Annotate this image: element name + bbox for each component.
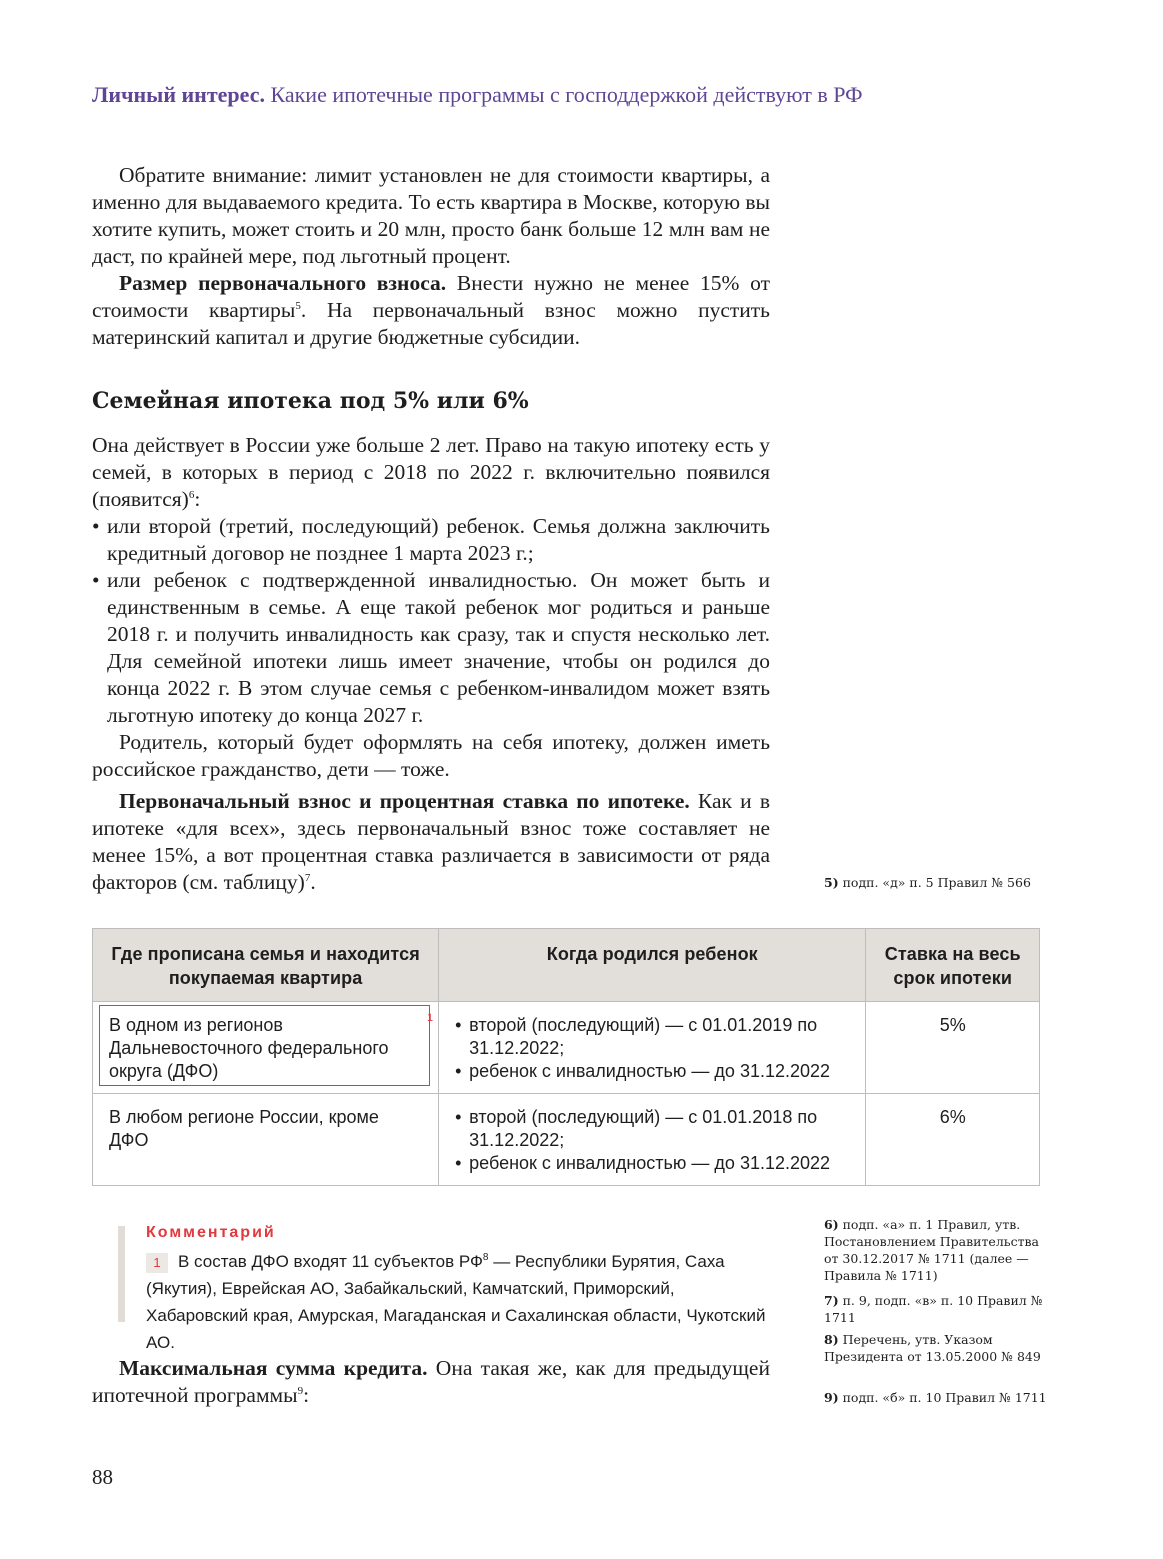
footnote-number: 8)	[824, 1332, 839, 1347]
rate-cell: 6%	[866, 1094, 1040, 1186]
footnote-ref-8[interactable]: 8	[482, 1252, 489, 1263]
list-item	[455, 1014, 849, 1060]
footnote-number: 5)	[824, 875, 839, 890]
table-row	[93, 1094, 1040, 1186]
bullet-icon: •	[455, 1153, 462, 1173]
footnote-5	[824, 874, 1049, 891]
rate-tail: .	[310, 870, 316, 894]
family-mortgage-lead	[92, 432, 770, 513]
rate-heading: Первоначальный взнос и процентная ставка по ипотеке.	[119, 789, 690, 813]
footnote-number: 7)	[824, 1293, 839, 1308]
max-loan-paragraph	[92, 1355, 770, 1409]
condition-text: второй (последующий) — с 01.01.2019 по 31.12.2022;	[469, 1015, 818, 1058]
condition-text: второй (последующий) — с 01.01.2018 по 31.12.2022;	[469, 1107, 818, 1150]
intro-block	[92, 162, 770, 351]
eligibility-list	[92, 513, 770, 729]
footnote-6	[824, 1216, 1049, 1284]
bullet-icon: •	[455, 1061, 462, 1081]
bullet-icon: •	[455, 1015, 462, 1035]
family-mortgage-block	[92, 432, 770, 783]
list-item	[92, 513, 770, 567]
conditions-list	[455, 1106, 849, 1175]
comment-bar	[118, 1226, 125, 1322]
footnote-text: подп. «б» п. 10 Правил № 1711	[838, 1390, 1047, 1405]
list-item	[92, 567, 770, 729]
list-item-text: или ребенок с подтвержденной инвалидностью. Он может быть и единственным в семье. А еще такой ребенок мог родиться и раньше 2018 г. и получить инвалидность как сразу, так и спустя несколько лет. Для семейной ипотеки лишь имеет значение, чтобы он родился до конца 2022 г. В этом случае семья с ребенком-инвалидом может взять льготную ипотеку до конца 2027 г.	[107, 568, 770, 727]
comment-text-tail: — Республики Бурятия, Саха (Якутия), Еврейская АО, Забайкальский, Камчатский, Приморский, Хабаровский края, Амурская, Магаданская и Сахалинская области, Чукотский АО.	[146, 1252, 766, 1352]
comment-title: Комментарий	[146, 1224, 276, 1241]
rate-table-wrapper	[92, 928, 1040, 1186]
region-text: В одном из регионов Дальневосточного федерального округа (ДФО)	[109, 1015, 389, 1081]
footnote-text: подп. «а» п. 1 Правил, утв. Постановлением Правительства от 30.12.2017 № 1711 (далее — Правила № 1711)	[824, 1217, 1039, 1283]
condition-text: ребенок с инвалидностью — до 31.12.2022	[469, 1153, 831, 1173]
footnote-text: подп. «д» п. 5 Правил № 566	[838, 875, 1031, 890]
footnote-ref-9[interactable]: 9	[297, 1385, 304, 1397]
down-payment-heading: Размер первоначального взноса.	[119, 271, 447, 295]
list-item	[455, 1106, 849, 1152]
header-region: Где прописана семья и находится покупаемая квартира	[93, 929, 439, 1002]
down-payment-text: Внести нужно не менее 15% от стоимости квартиры	[92, 271, 770, 322]
footnote-ref-7[interactable]: 7	[304, 872, 311, 884]
down-payment-tail: . На первоначальный взнос можно пустить материнский капитал и другие бюджетные субсидии.	[92, 298, 770, 349]
footnote-text: п. 9, подп. «в» п. 10 Правил № 1711	[824, 1293, 1043, 1325]
footnote-ref-5[interactable]: 5	[295, 300, 301, 312]
conditions-cell	[439, 1094, 866, 1186]
running-head-bold: Личный интерес.	[92, 82, 265, 107]
lead-tail: :	[194, 487, 201, 511]
bullet-icon: •	[92, 514, 100, 538]
comment-number-badge[interactable]: 1	[146, 1253, 168, 1273]
condition-text: ребенок с инвалидностью — до 31.12.2022	[469, 1061, 831, 1081]
annotation-marker[interactable]: 1	[427, 1012, 434, 1024]
max-loan-block	[92, 1355, 770, 1409]
citizenship-paragraph: Родитель, который будет оформлять на себя ипотеку, должен иметь российское гражданство, дети — тоже.	[92, 730, 770, 781]
bullet-icon: •	[92, 568, 100, 592]
region-text: В любом регионе России, кроме ДФО	[109, 1107, 379, 1150]
rate-cell: 5%	[866, 1002, 1040, 1094]
max-loan-text: Она такая же, как для предыдущей ипотечной программы	[92, 1356, 770, 1407]
bullet-icon: •	[455, 1107, 462, 1127]
list-item	[455, 1060, 849, 1083]
page-number: 88	[92, 1465, 113, 1489]
footnote-9	[824, 1389, 1049, 1406]
section-title: Семейная ипотека под 5% или 6%	[92, 388, 529, 414]
footnote-ref-6[interactable]: 6	[188, 489, 195, 501]
list-item-text: или второй (третий, последующий) ребенок. Семья должна заключить кредитный договор не позднее 1 марта 2023 г.;	[107, 514, 770, 565]
table-header-row	[93, 929, 1040, 1002]
comment-text: В состав ДФО входят 11 субъектов РФ	[178, 1252, 483, 1271]
footnote-7	[824, 1292, 1049, 1326]
comment-body	[146, 1248, 776, 1356]
rate-block	[92, 788, 770, 896]
annotation-highlight-box[interactable]	[99, 1005, 430, 1086]
footnote-8	[824, 1331, 1049, 1365]
list-item	[455, 1152, 849, 1175]
header-birth: Когда родился ребенок	[439, 929, 866, 1002]
intro-paragraph-1: Обратите внимание: лимит установлен не для стоимости квартиры, а именно для выдаваемого кредита. То есть квартира в Москве, которую вы хотите купить, может стоить и 20 млн, просто банк больше 12 млн вам не даст, по крайней мере, под льготный процент.	[92, 163, 770, 268]
footnote-number: 9)	[824, 1390, 839, 1405]
conditions-cell	[439, 1002, 866, 1094]
footnote-number: 6)	[824, 1217, 839, 1232]
max-loan-tail: :	[303, 1383, 310, 1407]
rate-text: Как и в ипотеке «для всех», здесь первоначальный взнос тоже составляет не менее 15%, а вот процентная ставка различается в зависимости от ряда факторов (см. таблицу)	[92, 789, 770, 894]
running-head	[92, 82, 863, 108]
running-head-text: Какие ипотечные программы с господдержкой действуют в РФ	[264, 82, 863, 107]
footnote-text: Перечень, утв. Указом Президента от 13.05.2000 № 849	[824, 1332, 1041, 1364]
lead-text: Она действует в России уже больше 2 лет. Право на такую ипотеку есть у семей, в которых в период с 2018 по 2022 г. включительно появился (появится)	[92, 433, 770, 511]
max-loan-heading: Максимальная сумма кредита.	[119, 1356, 428, 1380]
intro-paragraph-2	[92, 270, 770, 351]
header-rate: Ставка на весь срок ипотеки	[866, 929, 1040, 1002]
conditions-list	[455, 1014, 849, 1083]
region-cell	[93, 1094, 439, 1186]
rate-paragraph	[92, 788, 770, 896]
